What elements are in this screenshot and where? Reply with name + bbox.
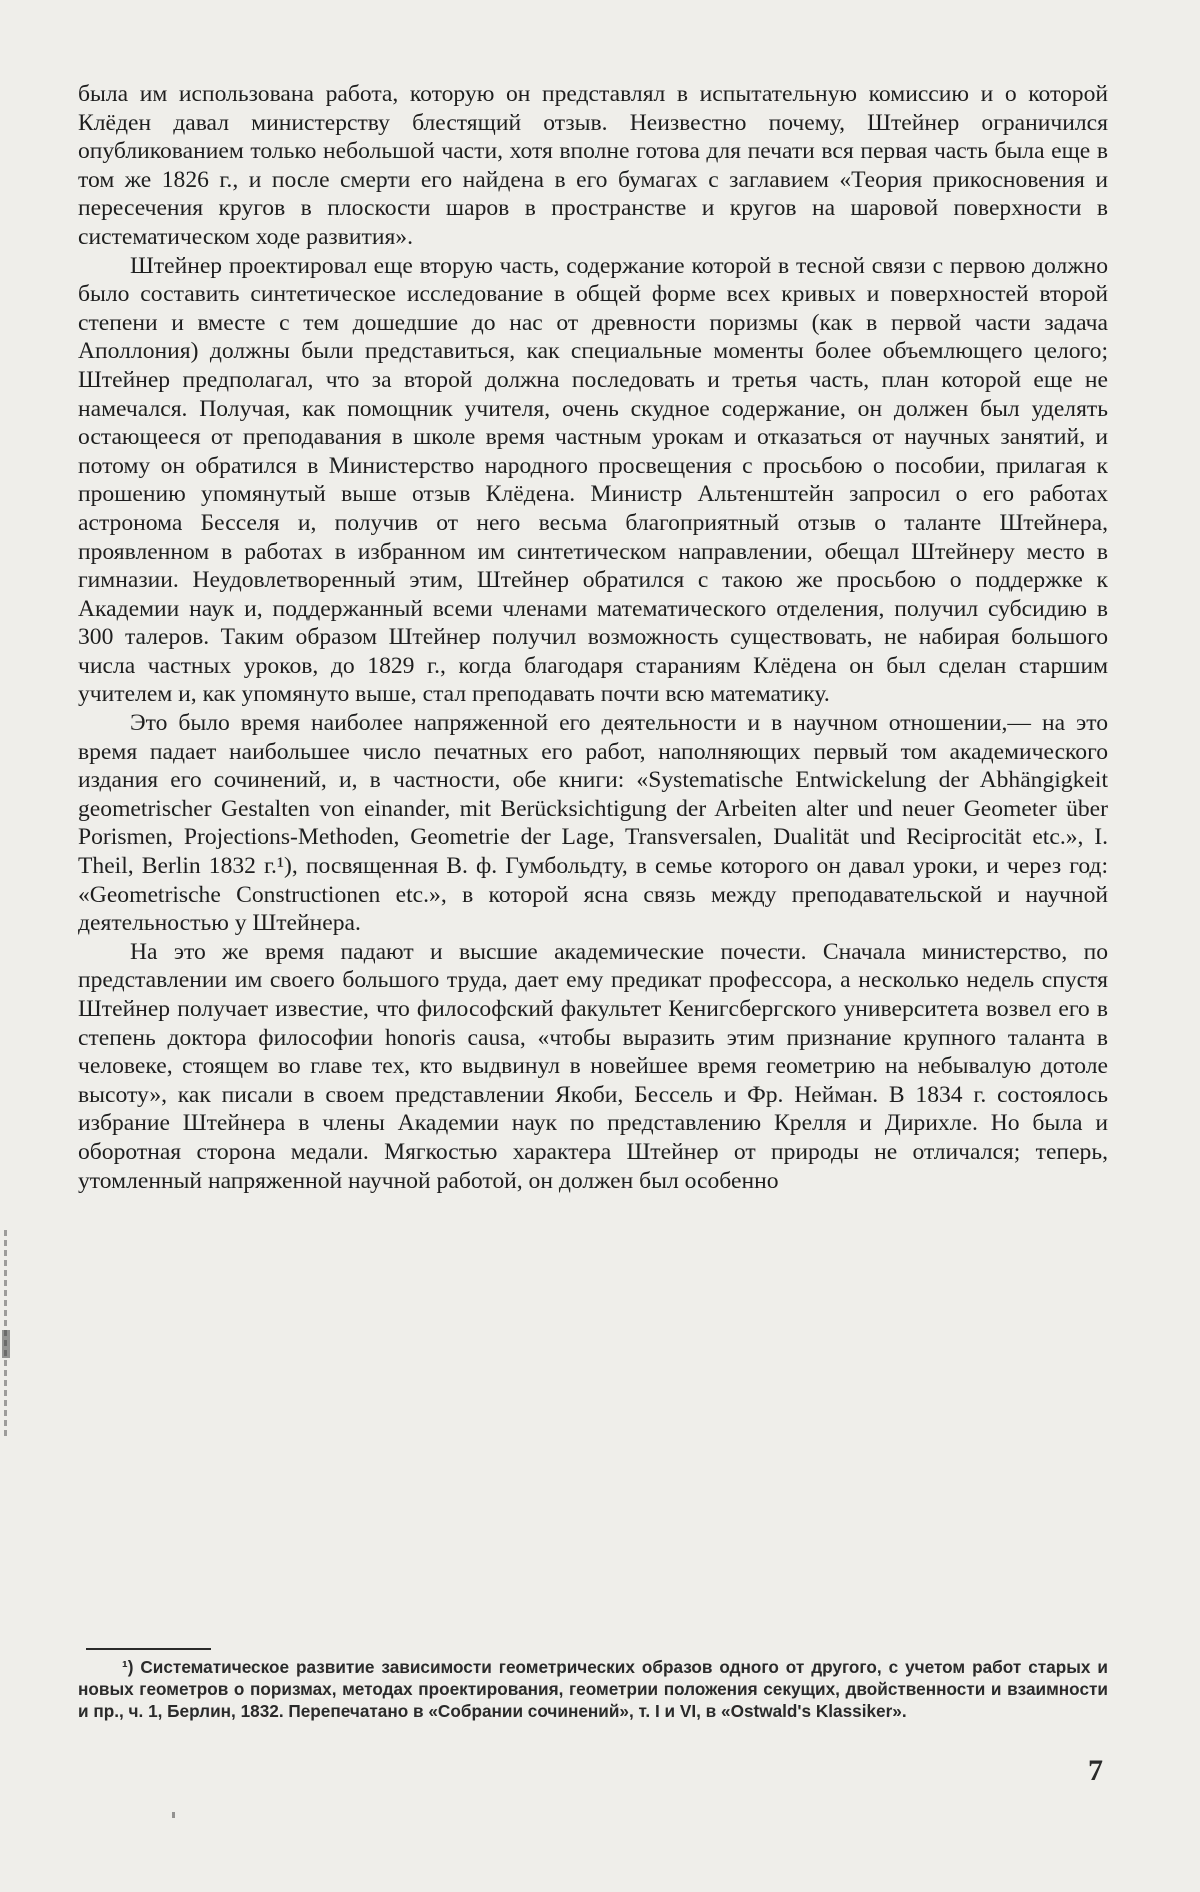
footnote-rule (86, 1648, 211, 1650)
binding-mark-dark (2, 1330, 10, 1358)
footnote: ¹) Систематическое развитие зависимости геометрических образов одного от другого, с учетом работ старых и новых геометров о поризмах, методах проектирования, геометрии положения секущих, двойственности и взаимности и пр., ч. 1, Берлин, 1832. Перепечатано в «Собрании сочинений», т. I и VI, в «Ostwald's Klassiker». (78, 1657, 1108, 1721)
ink-speck (172, 1812, 175, 1818)
paragraph-3: Это было время наиболее напряженной его деятельности и в научном отношении,— на это время падает наибольшее число печатных его работ, наполняющих первый том академического издания его сочинений, и, в частности, обе книги: «Systematische Entwickelung der Abhängigkeit geometrischer Gestalten von einander, mit Berücksichtigung der Arbeiten alter und neuer Geometer über Porismen, Projections-Methoden, Geometrie der Lage, Transversalen, Dualität und Reciprocität etc.», I. Theil, Berlin 1832 г.¹), посвященная В. ф. Гумбольдту, в семье которого он давал уроки, и через год: «Geometrische Constructionen etc.», в которой ясна связь между преподавательской и научной деятельностью у Штейнера. (78, 710, 1108, 937)
paragraph-4: На это же время падают и высшие академические почести. Сначала министерство, по представлении им своего большого труда, дает ему предикат профессора, а несколько недель спустя Штейнер получает известие, что философский факультет Кенигсбергского университета возвел его в степень доктора философии honoris causa, «чтобы выразить этим признание крупного таланта в человеке, стоящем во главе тех, кто выдвинул в новейшее время геометрию на небывалую дотоле высоту», как писали в своем представлении Якоби, Бессель и Фр. Нейман. В 1834 г. состоялось избрание Штейнера в члены Академии наук по представлению Крелля и Дирихле. Но была и оборотная сторона медали. Мягкостью характера Штейнер от природы не отличался; теперь, утомленный напряженной научной работой, он должен был особенно (78, 938, 1108, 1194)
paragraph-1: была им использована работа, которую он представлял в испытательную комиссию и о которой Клёден давал министерству блестящий отзыв. Неизвестно почему, Штейнер ограничился опубликованием только небольшой части, хотя вполне готова для печати вся первая часть была еще в том же 1826 г., и после смерти его найдена в его бумагах с заглавием «Теория прикосновения и пересечения кругов в плоскости шаров в пространстве и кругов на шаровой поверхности в систематическом ходе развития». (78, 81, 1108, 250)
page-number: 7 (1088, 1754, 1103, 1787)
paragraph-2: Штейнер проектировал еще вторую часть, содержание которой в тесной связи с первою должно было составить синтетическое исследование в общей форме всех кривых и поверхностей второй степени и вместе с тем дошедшие до нас от древности поризмы (как в первой части задача Аполлония) должны были представиться, как специальные моменты более объемлющего целого; Штейнер предполагал, что за второй должна последовать и третья часть, план которой еще не намечался. Получая, как помощник учителя, очень скудное содержание, он должен был уделять остающееся от преподавания в школе время частным урокам и отказаться от научных занятий, и потому он обратился в Министерство народного просвещения с просьбою о пособии, прилагая к прошению упомянутый выше отзыв Клёдена. Министр Альтенштейн запросил о его работах астронома Бесселя и, получив от него весьма благоприятный отзыв о таланте Штейнера, проявленном в работах в избранном им синтетическом направлении, обещал Штейнеру место в гимназии. Неудовлетворенный этим, Штейнер обратился с такою же просьбою о поддержке к Академии наук и, поддержанный всеми членами математического отделения, получил субсидию в 300 талеров. Таким образом Штейнер получил возможность существовать, не набирая большого числа частных уроков, до 1829 г., когда благодаря стараниям Клёдена он был сделан старшим учителем и, как упомянуто выше, стал преподавать почти всю математику. (78, 252, 1108, 708)
main-text (78, 80, 1108, 1195)
